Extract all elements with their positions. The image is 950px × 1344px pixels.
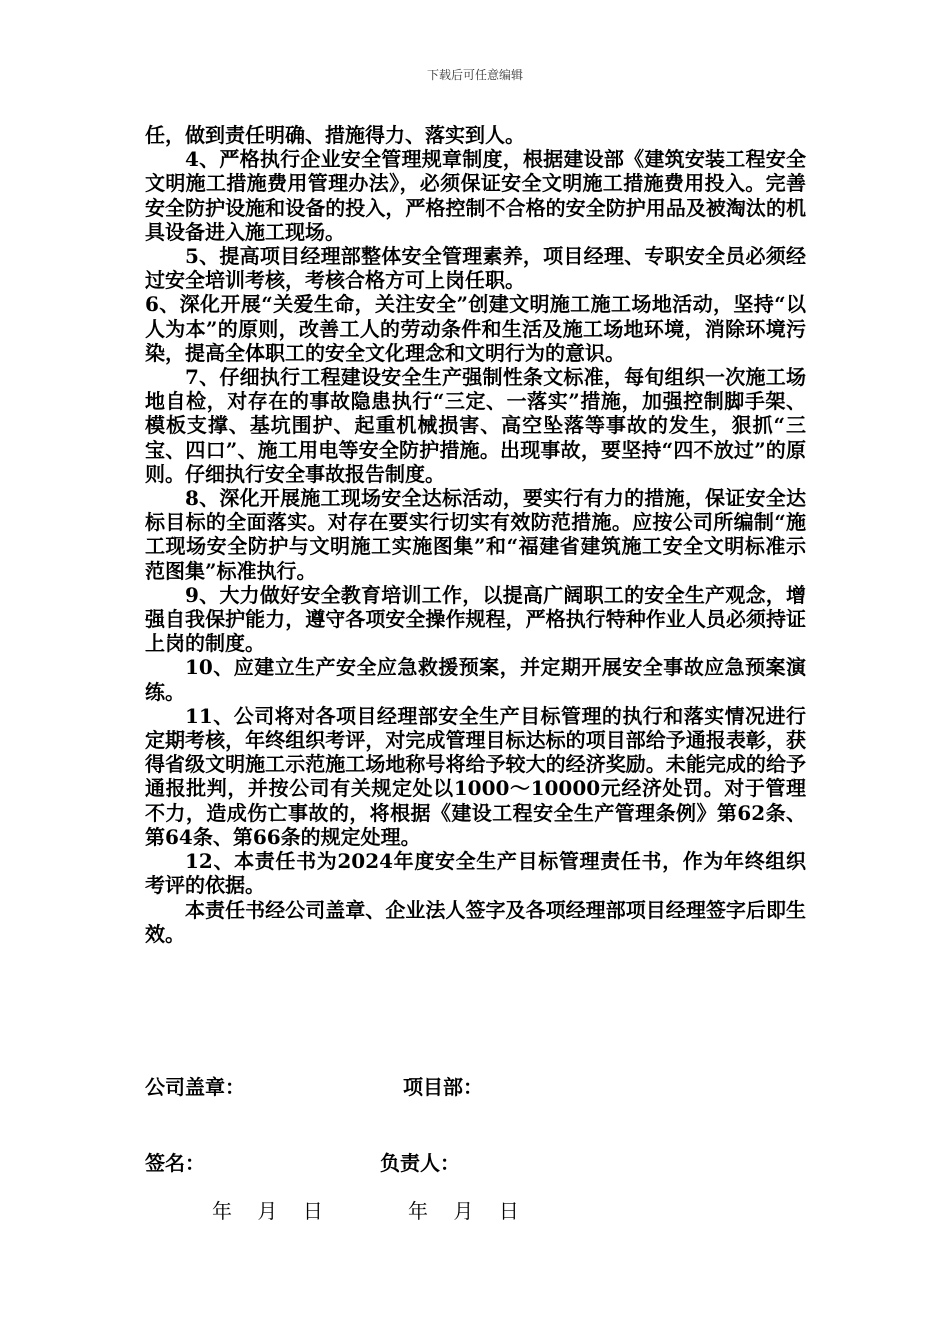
body-text	[145, 123, 806, 946]
company-seal-label: 公司盖章：	[145, 1075, 245, 1099]
responsible-person-label: 负责人：	[380, 1151, 460, 1175]
paragraph: 12、本责任书为2024年度安全生产目标管理责任书，作为年终组织考评的依据。	[145, 849, 806, 898]
paragraph: 11、公司将对各项目经理部安全生产目标管理的执行和落实情况进行定期考核，年终组织考评，对完成管理目标达标的项目部给予通报表彰，获得省级文明施工示范施工场地称号将给予较大的经济奖励。未能完成的给予通报批判，并按公司有关规定处以1000～10000元经济处罚。对于管理不力，造成伤亡事故的，将根据《建设工程安全生产管理条例》第62条、第64条、第66条的规定处理。	[145, 703, 806, 849]
page-header: 下载后可任意编辑	[426, 68, 523, 82]
paragraph: 4、严格执行企业安全管理规章制度，根据建设部《建筑安装工程安全文明施工措施费用管理办法》，必须保证安全文明施工措施费用投入。完善安全防护设施和设备的投入，严格控制不合格的安全防护用品及被淘汰的机具设备进入施工现场。	[145, 147, 806, 244]
signature-label: 签名：	[145, 1151, 205, 1175]
paragraph: 7、仔细执行工程建设安全生产强制性条文标准，每旬组织一次施工场地自检，对存在的事故隐患执行“三定、一落实”措施，加强控制脚手架、模板支撑、基坑围护、起重机械损害、高空坠落等事故的发生，狠抓“三宝、四口”、施工用电等安全防护措施。出现事故，要坚持“四不放过”的原则。仔细执行安全事故报告制度。	[145, 365, 806, 486]
paragraph: 任，做到责任明确、措施得力、落实到人。	[145, 123, 525, 147]
paragraph: 6、深化开展“关爱生命，关注安全”创建文明施工施工场地活动，坚持“以人为本”的原则，改善工人的劳动条件和生活及施工场地环境，消除环境污染，提高全体职工的安全文化理念和文明行为的意识。	[145, 292, 806, 365]
project-dept-label: 项目部：	[403, 1075, 483, 1099]
paragraph: 5、提高项目经理部整体安全管理素养，项目经理、专职安全员必须经过安全培训考核，考核合格方可上岗任职。	[145, 244, 806, 293]
date-left: 年 月 日	[212, 1199, 323, 1223]
paragraph: 本责任书经公司盖章、企业法人签字及各项经理部项目经理签字后即生效。	[145, 897, 806, 946]
date-right: 年 月 日	[408, 1199, 519, 1223]
paragraph: 10、应建立生产安全应急救援预案，并定期开展安全事故应急预案演练。	[145, 655, 806, 704]
paragraph: 9、大力做好安全教育培训工作，以提高广阔职工的安全生产观念，增强自我保护能力，遵守各项安全操作规程，严格执行特种作业人员必须持证上岗的制度。	[145, 582, 806, 656]
paragraph: 8、深化开展施工现场安全达标活动，要实行有力的措施，保证安全达标目标的全面落实。对存在要实行切实有效防范措施。应按公司所编制“施工现场安全防护与文明施工实施图集”和“福建省建筑施工安全文明标准示范图集”标准执行。	[145, 486, 806, 583]
